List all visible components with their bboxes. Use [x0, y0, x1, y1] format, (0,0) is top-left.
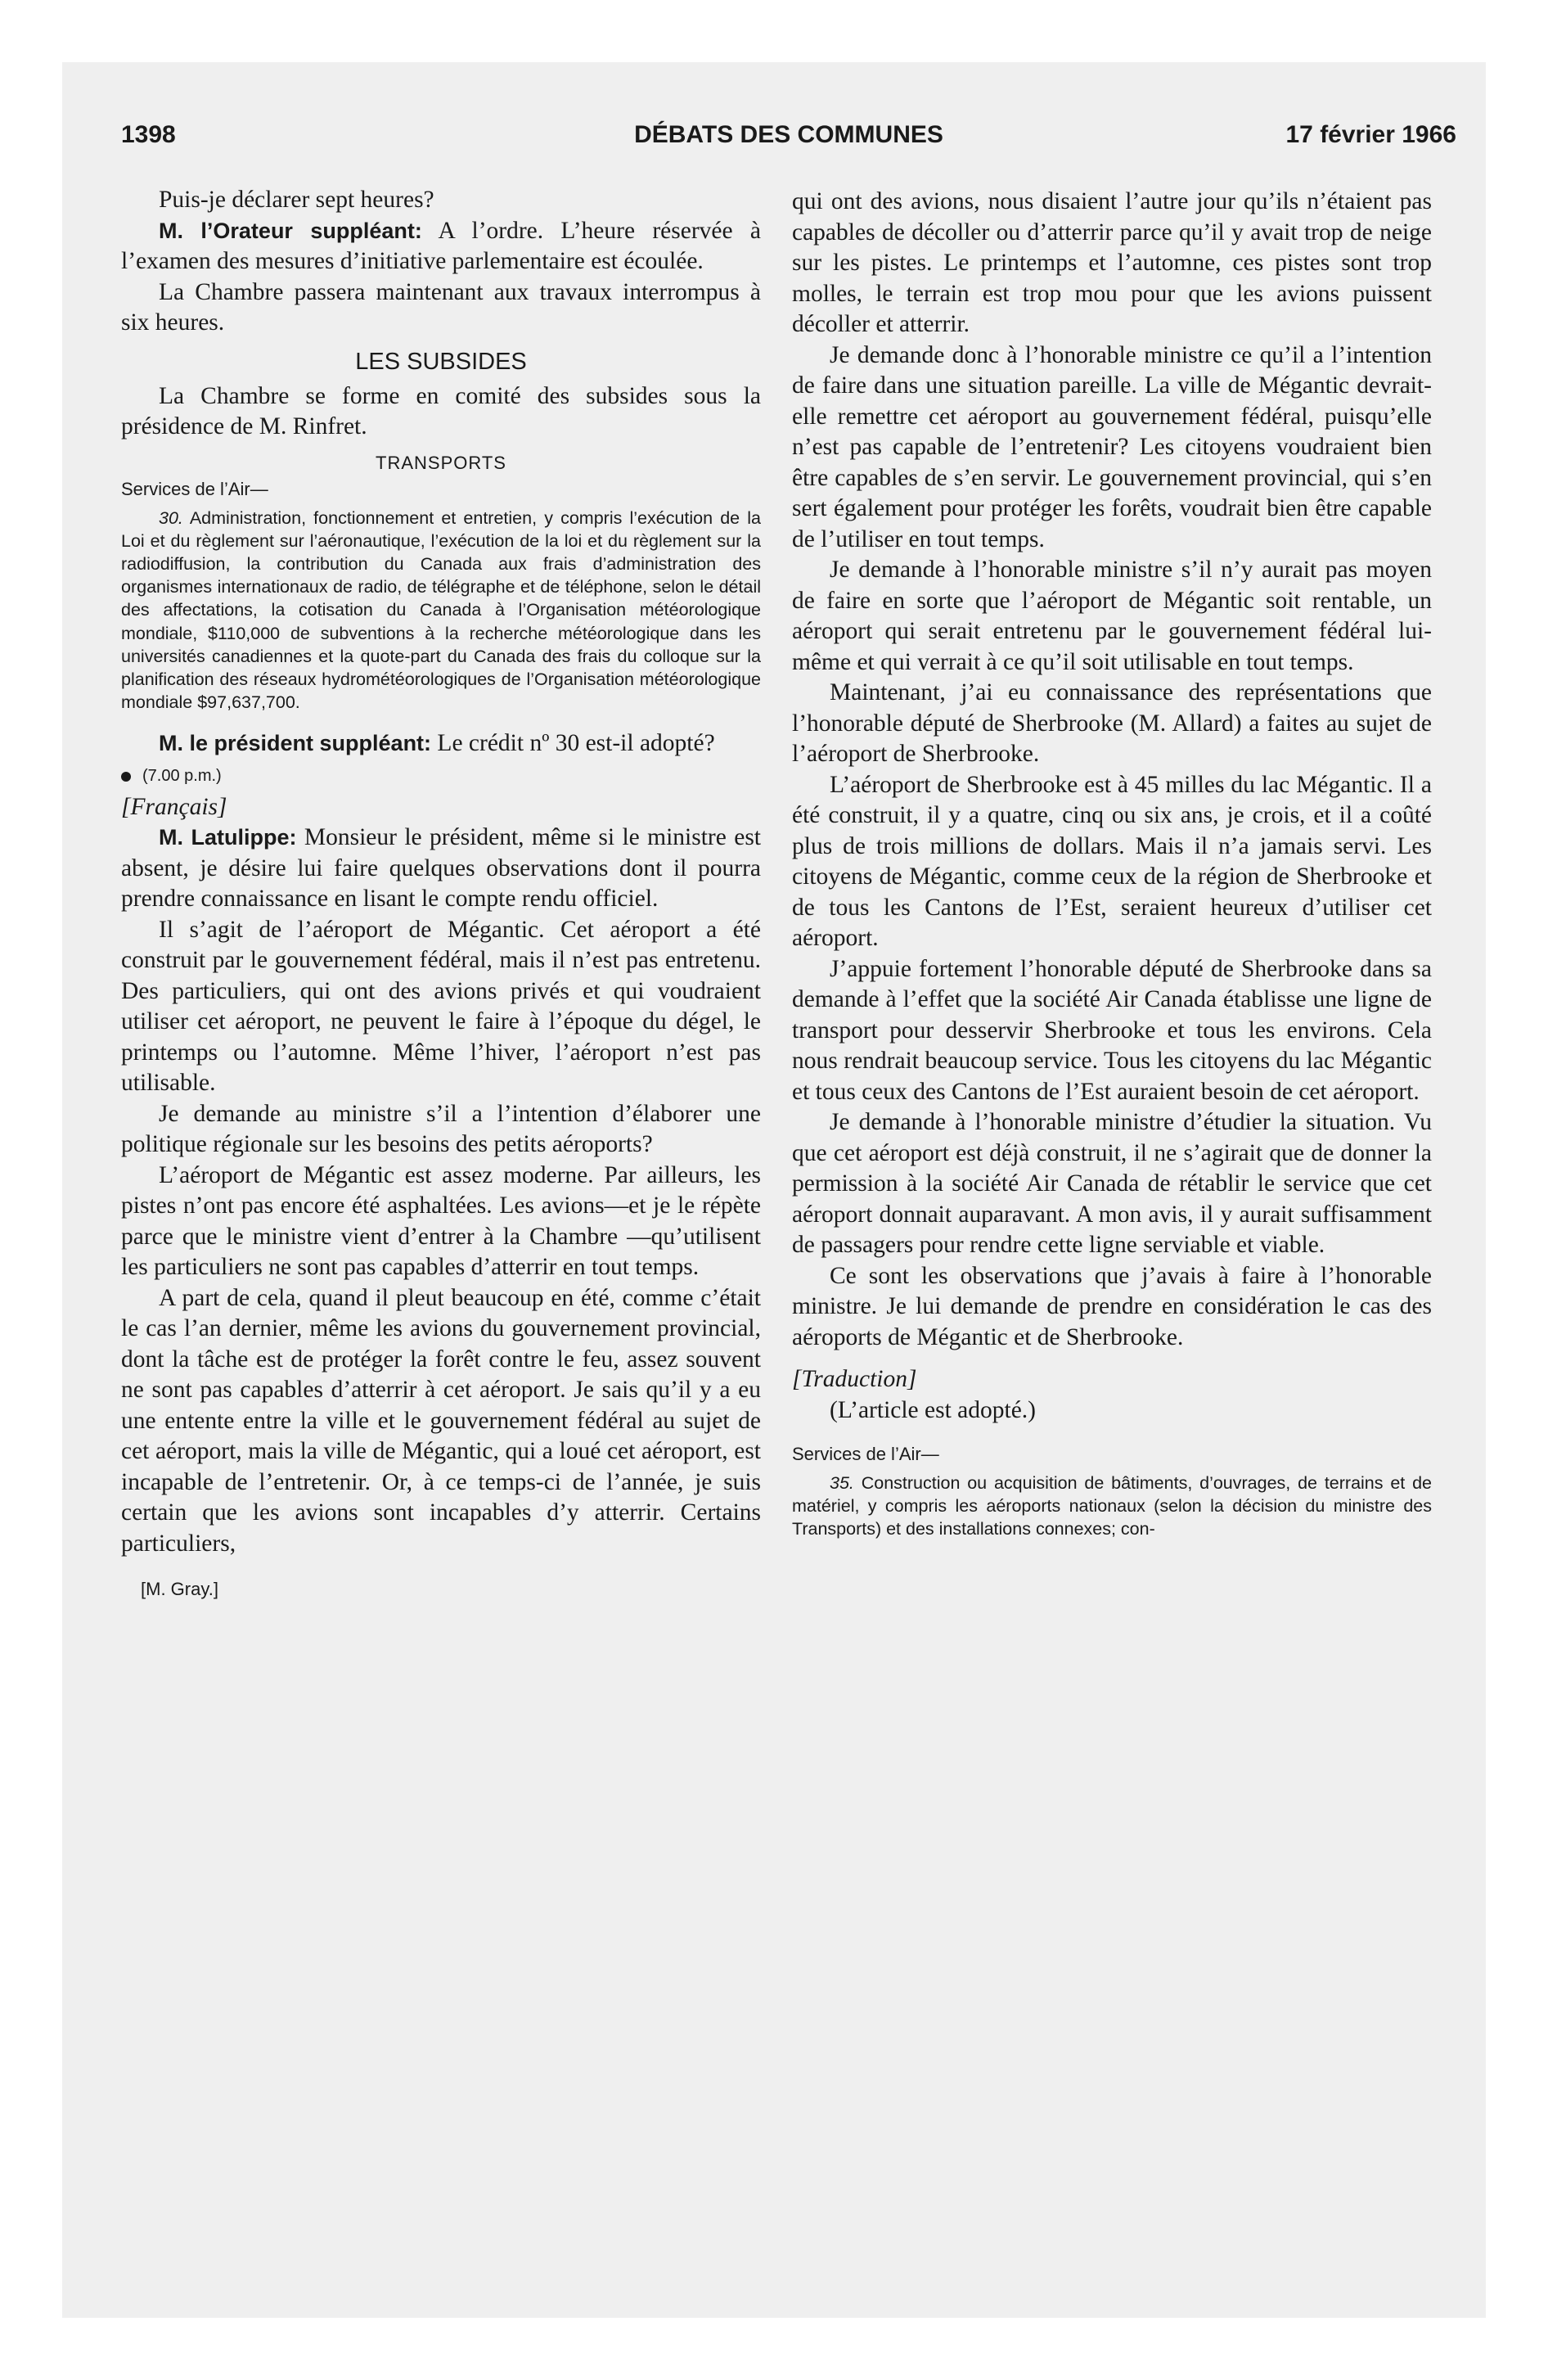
paragraph: Je demande donc à l’honorable ministre ce qu’il a l’intention de faire dans une situation pareille. La ville de Mégantic devrait-elle remettre cet aéroport au gouvernement fédéral, puisqu’elle n’est pas capable de l’entretenir? Les citoyens voudraient bien être capables de s’en servir. Le gouvernement provincial, qui s’en sert également pour protéger les forêts, voudrait bien être capable de l’utiliser en tout temps. — [792, 341, 1432, 552]
time-stamp — [121, 760, 761, 792]
left-column — [121, 185, 761, 1602]
paragraph: qui ont des avions, nous disaient l’autre jour qu’ils n’étaient pas capables de décoller ou d’atterrir parce qu’il y avait trop de neige sur les pistes. Le printemps et l’automne, ces pistes sont trop molles, le terrain est trop mou pour que les avions puissent décoller et atterrir. — [792, 188, 1432, 337]
right-column — [792, 187, 1432, 1556]
paragraph: Maintenant, j’ai eu connaissance des représentations que l’honorable député de Sherbrooke (M. Allard) a faites au sujet de l’aéroport de Sherbrooke. — [792, 679, 1432, 767]
vote-text: Administration, fonctionnement et entretien, y compris l’exécution de la Loi et du règlement sur l’aéronautique, l’exécution de la loi et du règlement sur la radiodiffusion, la contribution du Canada aux frais d’administration des organismes internationaux de radio, de télégraphe et de téléphone, selon le détail des affectations, la cotisation du Canada à l’Organisation météorologique mondiale, $110,000 de subventions à la recherche météorologique dans les universités canadiennes et la quote-part du Canada des frais du colloque sur la planification des réseaux hydrométéorologiques de l’Organisation météorologique mondiale $97,637,700. — [121, 507, 761, 713]
language-marker: [Traduction] — [792, 1366, 917, 1392]
section-subheading: TRANSPORTS — [376, 452, 506, 473]
section-heading: LES SUBSIDES — [355, 348, 527, 375]
language-marker: [Français] — [121, 793, 227, 820]
paragraph: La Chambre se forme en comité des subsides sous la présidence de M. Rinfret. — [121, 382, 761, 439]
vote-item — [792, 1472, 1432, 1541]
paragraph: Il s’agit de l’aéroport de Mégantic. Cet aéroport a été construit par le gouvernement fédéral, mais il n’est pas entretenu. Des particuliers, qui ont des avions privés et qui voudraient utiliser cet aéroport, ne peuvent le faire à l’époque du dégel, le printemps ou l’automne. Même l’hiver, l’aéroport n’est pas utilisable. — [121, 916, 761, 1097]
time-text: (7.00 p.m.) — [142, 766, 222, 785]
publication-title: DÉBATS DES COMMUNES — [634, 121, 943, 148]
page-date: 17 février 1966 — [1285, 121, 1456, 148]
paragraph: Ce sont les observations que j’avais à faire à l’honorable ministre. Je lui demande de prendre en considération le cas des aéroports de Mégantic et de Sherbrooke. — [792, 1262, 1432, 1350]
paragraph: A part de cela, quand il pleut beaucoup en été, comme c’était le cas l’an dernier, même les avions du gouvernement provincial, dont la tâche est de protéger la forêt contre le feu, assez souvent ne sont pas capables d’atterrir à cet aéroport. Je sais qu’il y a eu une entente entre la ville et le gouvernement fédéral au sujet de cet aéroport, mais la ville de Mégantic, qui a loué cet aéroport, est incapable de l’entretenir. Or, à ce temps-ci de l’année, je suis certain que les avions sont incapables d’y atterrir. Certains particuliers, — [121, 1284, 761, 1557]
paragraph — [121, 216, 761, 277]
services-label: Services de l’Air— — [792, 1444, 939, 1464]
speaker-signature: [M. Gray.] — [141, 1579, 218, 1600]
vote-number: 35. — [830, 1473, 854, 1493]
paragraph — [121, 823, 761, 915]
paragraph: Je demande à l’honorable ministre d’étudier la situation. Vu que cet aéroport est déjà construit, il ne s’agirait que de donner la permission à la société Air Canada de rétablir le service que cet aéroport donnait auparavant. A mon avis, il y aurait suffisamment de passagers pour rendre cette ligne serviable et viable. — [792, 1109, 1432, 1258]
paragraph: La Chambre passera maintenant aux travaux interrompus à six heures. — [121, 278, 761, 336]
paragraph: J’appuie fortement l’honorable député de Sherbrooke dans sa demande à l’effet que la société Air Canada établisse une ligne de transport pour desservir Sherbrooke et tous les environs. Cela nous rendrait beaucoup service. Tous les citoyens du lac Mégantic et tous ceux des Cantons de l’Est auraient besoin de cet aéroport. — [792, 955, 1432, 1105]
page-number: 1398 — [121, 121, 176, 148]
paragraph: L’aéroport de Sherbrooke est à 45 milles du lac Mégantic. Il a été construit, il y a quatre, cinq ou six ans, je crois, et il a coûté plus de trois millions de dollars. Mais il n’a jamais servi. Les citoyens de Mégantic, comme ceux de la région de Sherbrooke et de tous les Cantons de l’Est, seraient heureux d’utiliser cet aéroport. — [792, 771, 1432, 951]
speech-text: A l’ordre. L’heure réservée à l’examen des mesures d’initiative parlementaire est écoulée. — [121, 217, 761, 274]
bullet-icon — [121, 772, 131, 782]
speaker-name: M. l’Orateur suppléant: — [159, 218, 422, 243]
services-label: Services de l’Air— — [121, 478, 268, 499]
paragraph: Je demande au ministre s’il a l’intention d’élaborer une politique régionale sur les besoins des petits aéroports? — [121, 1100, 761, 1158]
paragraph: L’aéroport de Mégantic est assez moderne. Par ailleurs, les pistes n’ont pas encore été asphaltées. Les avions—et je le répète parce que le ministre vient d’entrer à la Chambre —qu’utilisent les particuliers ne sont pas capables d’atterrir en tout temps. — [121, 1161, 761, 1281]
paragraph: Puis-je déclarer sept heures? — [159, 187, 434, 213]
speaker-name: M. le président suppléant: — [159, 731, 432, 756]
vote-item — [121, 507, 761, 714]
page-header — [121, 121, 1456, 154]
paragraph: Je demande à l’honorable ministre s’il n’y aurait pas moyen de faire en sorte que l’aéroport de Mégantic soit rentable, un aéroport qui serait entretenu par le gouvernement fédéral lui-même et qui verrait à ce qu’il soit utilisable en tout temps. — [792, 557, 1432, 675]
speaker-name: M. Latulippe: — [159, 825, 297, 850]
paragraph — [121, 728, 761, 760]
vote-number: 30. — [159, 507, 183, 528]
speech-text: Le crédit nº 30 est-il adopté? — [431, 730, 715, 757]
speech-text: Monsieur le président, même si le ministre est absent, je désire lui faire quelques observations dont il pourra prendre connaissance en lisant le compte rendu officiel. — [121, 824, 761, 913]
vote-text: Construction ou acquisition de bâtiments, d’ouvrages, de terrains et de matériel, y compris les aéroports nationaux (selon la décision du ministre des Transports) et des installations connexes; con- — [792, 1473, 1432, 1539]
paragraph: (L’article est adopté.) — [830, 1396, 1037, 1423]
